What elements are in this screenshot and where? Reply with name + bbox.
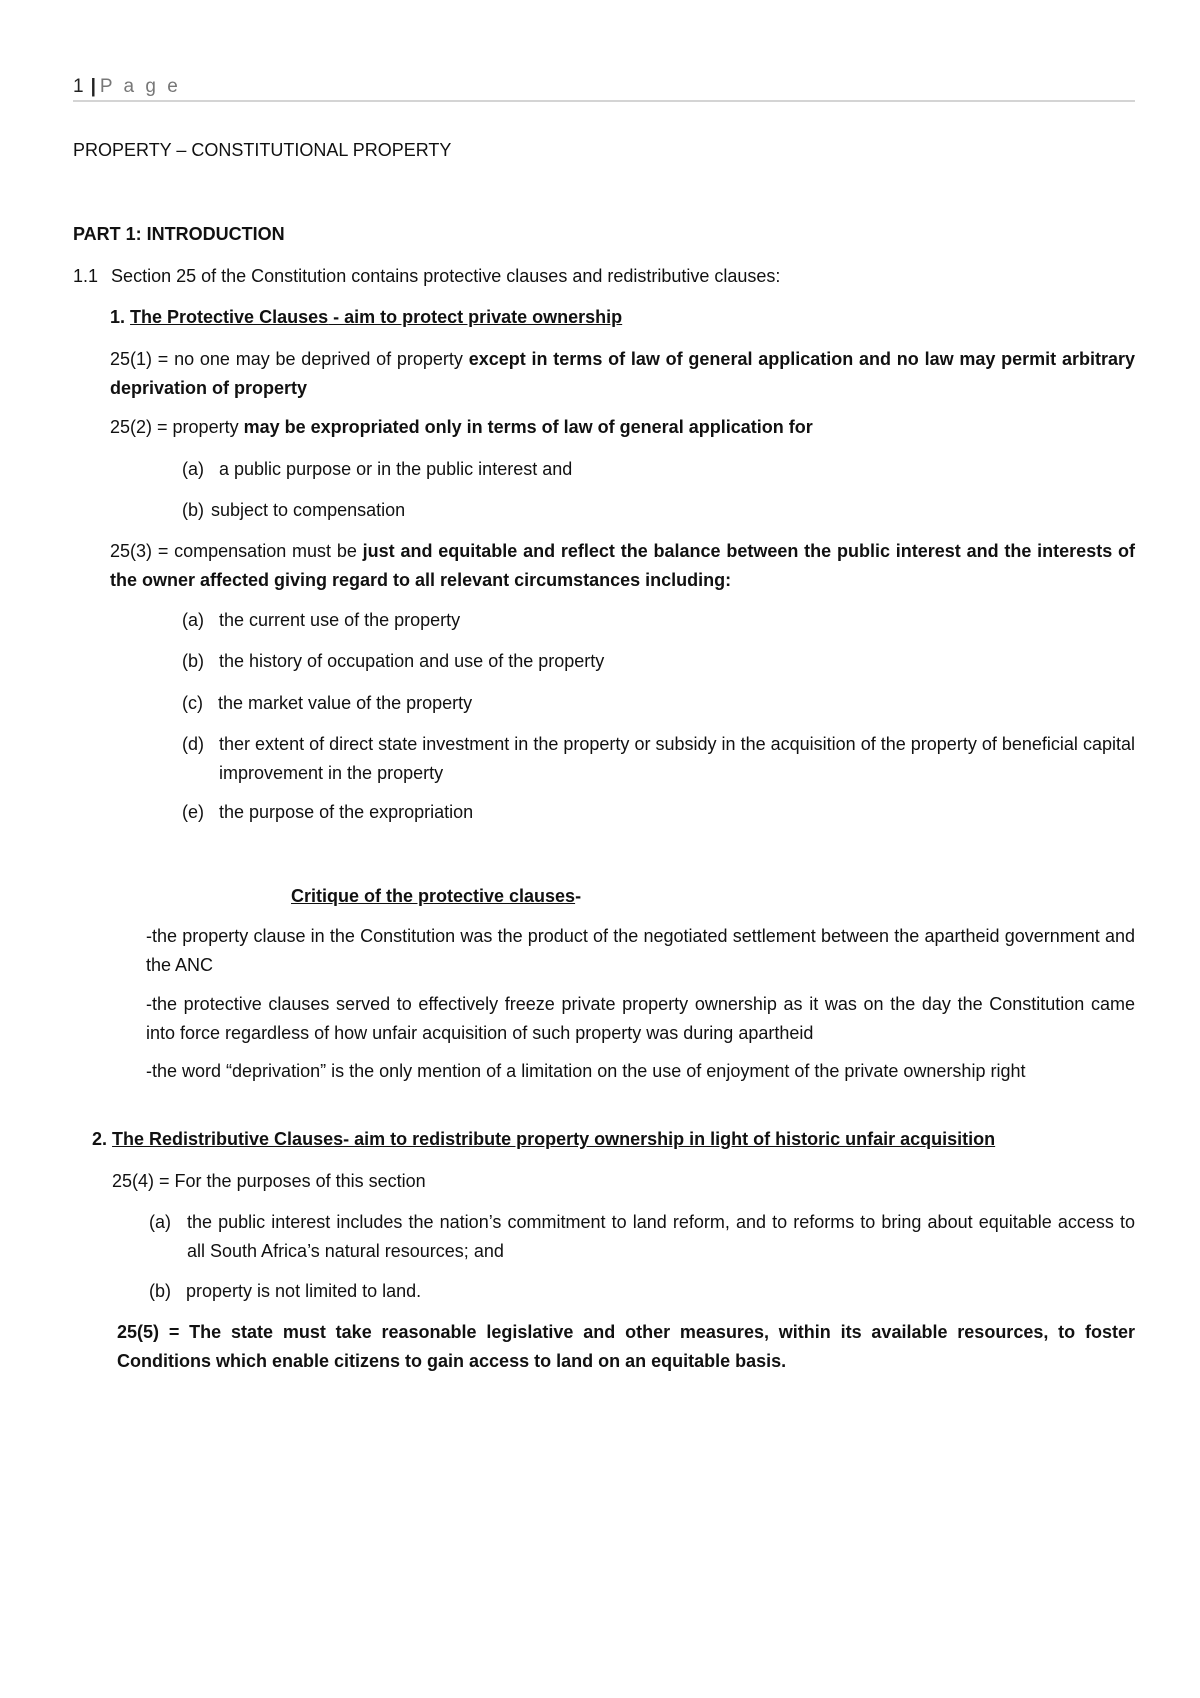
section-ref: 25(5) bbox=[117, 1322, 160, 1342]
intro-paragraph bbox=[73, 262, 1135, 291]
redistributive-heading: 2. The Redistributive Clauses- aim to redistribute property ownership in light of historic unfair acquisition bbox=[92, 1129, 996, 1149]
critique-point: -the property clause in the Constitution was the product of the negotiated settlement between the apartheid government and the ANC bbox=[146, 926, 1135, 975]
critique-point: -the word “deprivation” is the only mention of a limitation on the use of enjoyment of the private ownership right bbox=[146, 1061, 1026, 1081]
section-25-3: 25(3) = compensation must be just and equitable and reflect the balance between the public interest and the interests of the owner affected giving regard to all relevant circumstances including: bbox=[110, 541, 1135, 590]
critique-heading: Critique of the protective clauses- bbox=[291, 886, 582, 906]
section-25-2: 25(2) = property may be expropriated only in terms of law of general application for bbox=[110, 417, 813, 437]
protective-heading: 1. The Protective Clauses - aim to protect private ownership bbox=[110, 307, 623, 327]
section-ref: 25(4) bbox=[112, 1171, 155, 1191]
page-header bbox=[73, 72, 181, 101]
section-ref: 25(2) bbox=[110, 417, 153, 437]
section-ref: 25(1) bbox=[110, 349, 153, 369]
list-item: (b) the history of occupation and use of the property bbox=[182, 651, 605, 671]
critique-point: -the protective clauses served to effectively freeze private property ownership as it was on the day the Constitution came into force regardless of how unfair acquisition of such property was during apartheid bbox=[146, 994, 1135, 1043]
intro-text: Section 25 of the Constitution contains protective clauses and redistributive clauses: bbox=[111, 266, 781, 286]
document-title: PROPERTY – CONSTITUTIONAL PROPERTY bbox=[73, 140, 452, 160]
section-ref: 25(3) bbox=[110, 541, 153, 561]
header-separator: | bbox=[90, 76, 96, 97]
page-word: P a g e bbox=[99, 76, 181, 97]
list-item: (d) ther extent of direct state investment in the property or subsidy in the acquisition of the property of beneficial capital improvement in the property bbox=[182, 734, 1135, 783]
list-item: (b) subject to compensation bbox=[182, 500, 406, 520]
header-rule bbox=[73, 100, 1135, 102]
part1-heading: PART 1: INTRODUCTION bbox=[73, 224, 285, 244]
list-item: (a) the public interest includes the nation’s commitment to land reform, and to reforms to bring about equitable access to all South Africa’s natural resources; and bbox=[149, 1212, 1135, 1261]
list-item: (b) property is not limited to land. bbox=[149, 1281, 422, 1301]
intro-number: 1.1 bbox=[73, 266, 99, 286]
list-item: (e) the purpose of the expropriation bbox=[182, 802, 474, 822]
list-item: (a) the current use of the property bbox=[182, 610, 461, 630]
page-number: 1 bbox=[73, 76, 85, 97]
list-item: (c) the market value of the property bbox=[182, 693, 473, 713]
section-25-5: 25(5) = The state must take reasonable legislative and other measures, within its available resources, to foster Conditions which enable citizens to gain access to land on an equitable basis. bbox=[117, 1322, 1135, 1371]
section-25-4: 25(4) = For the purposes of this section bbox=[112, 1171, 426, 1191]
list-item: (a) a public purpose or in the public interest and bbox=[182, 459, 573, 479]
section-25-1: 25(1) = no one may be deprived of property except in terms of law of general application and no law may permit arbitrary deprivation of property bbox=[110, 349, 1135, 398]
